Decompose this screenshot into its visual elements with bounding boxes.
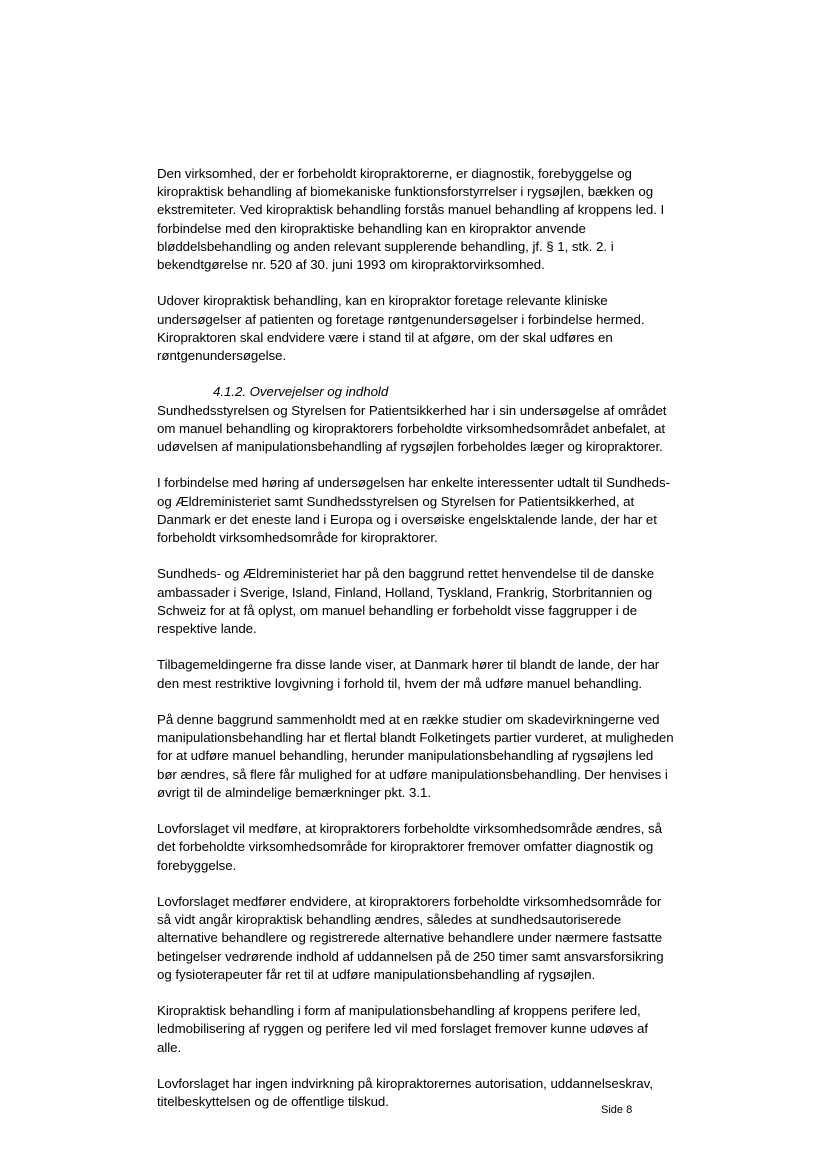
paragraph: Kiropraktisk behandling i form af manipulationsbehandling af kroppens perifere led, ledmobilisering af ryggen og perifere led vil med forslaget fremover kunne udøves af alle. xyxy=(157,1003,648,1055)
paragraph: Lovforslaget medfører endvidere, at kiropraktorers forbeholdte virksomhedsområde for så vidt angår kiropraktisk behandling ændres, således at sundhedsautoriserede alternative behandlere og registrerede alternative behandlere under nærmere fastsatte betingelser vedrørende indhold af uddannelsen på de 250 timer samt ansvarsforsikring og fysioterapeuter får ret til at udføre manipulationsbehandling af rygsøjlen. xyxy=(157,894,664,982)
paragraph: Udover kiropraktisk behandling, kan en kiropraktor foretage relevante kliniske undersøgelser af patienten og foretage røntgenundersøgelser i forbindelse hermed. Kiropraktoren skal endvidere være i stand til at afgøre, om der skal udføres en røntgenundersøgelse. xyxy=(157,293,645,364)
paragraph: Lovforslaget har ingen indvirkning på kiropraktorernes autorisation, uddannelseskrav, titelbeskyttelsen og de offentlige tilskud. xyxy=(157,1076,653,1110)
paragraph: Sundhedsstyrelsen og Styrelsen for Patientsikkerhed har i sin undersøgelse af området om manuel behandling og kiropraktorers forbeholdte virksomhedsområdet anbefalet, at udøvelsen af manipulationsbehandling af rygsøjlen forbeholdes læger og kiropraktorer. xyxy=(157,402,667,455)
paragraph: Den virksomhed, der er forbeholdt kiropraktorerne, er diagnostik, forebyggelse og kiropraktisk behandling af biomekaniske funktionsforstyrrelser i rygsøjlen, bækken og ekstremiteter. Ved kiropraktisk behandling forstås manuel behandling af kroppens led. I forbindelse med den kiropraktiske behandling kan en kiropraktor anvende bløddelsbehandling og anden relevant supplerende behandling, jf. § 1, stk. 2. i bekendtgørelse nr. 520 af 30. juni 1993 om kiropraktorvirksomhed. xyxy=(157,166,665,273)
paragraph: Sundheds- og Ældreministeriet har på den baggrund rettet henvendelse til de danske ambassader i Sverige, Island, Finland, Holland, Tyskland, Frankrig, Storbritannien og Schweiz for at få oplyst, om manuel behandling er forbeholdt visse faggrupper i de respektive lande. xyxy=(157,566,655,637)
paragraph: På denne baggrund sammenholdt med at en række studier om skadevirkningerne ved manipulationsbehandling har et flertal blandt Folketingets partier vurderet, at muligheden for at udføre manuel behandling, herunder manipulationsbehandling af rygsøjlens led bør ændres, så flere får mulighed for at udføre manipulationsbehandling. Der henvises i øvrigt til de almindelige bemærkninger pkt. 3.1. xyxy=(157,712,674,800)
page-number: Side 8 xyxy=(601,1104,633,1116)
document-body xyxy=(157,165,675,1130)
paragraph: Tilbagemeldingerne fra disse lande viser, at Danmark hører til blandt de lande, der har den mest restriktive lovgivning i forhold til, hvem der må udføre manuel behandling. xyxy=(157,657,660,691)
section-heading: 4.1.2. Overvejelser og indhold xyxy=(213,384,389,400)
paragraph: Lovforslaget vil medføre, at kiropraktorers forbeholdte virksomhedsområde ændres, så det forbeholdte virksomhedsområde for kiropraktorer fremover omfatter diagnostik og forebyggelse. xyxy=(157,821,662,873)
paragraph: I forbindelse med høring af undersøgelsen har enkelte interessenter udtalt til Sundheds- og Ældreministeriet samt Sundhedsstyrelsen og Styrelsen for Patientsikkerhed, at Danmark er det eneste land i Europa og i oversøiske engelsktalende lande, der har et forbeholdt virksomhedsområde for kiropraktorer. xyxy=(157,475,670,546)
